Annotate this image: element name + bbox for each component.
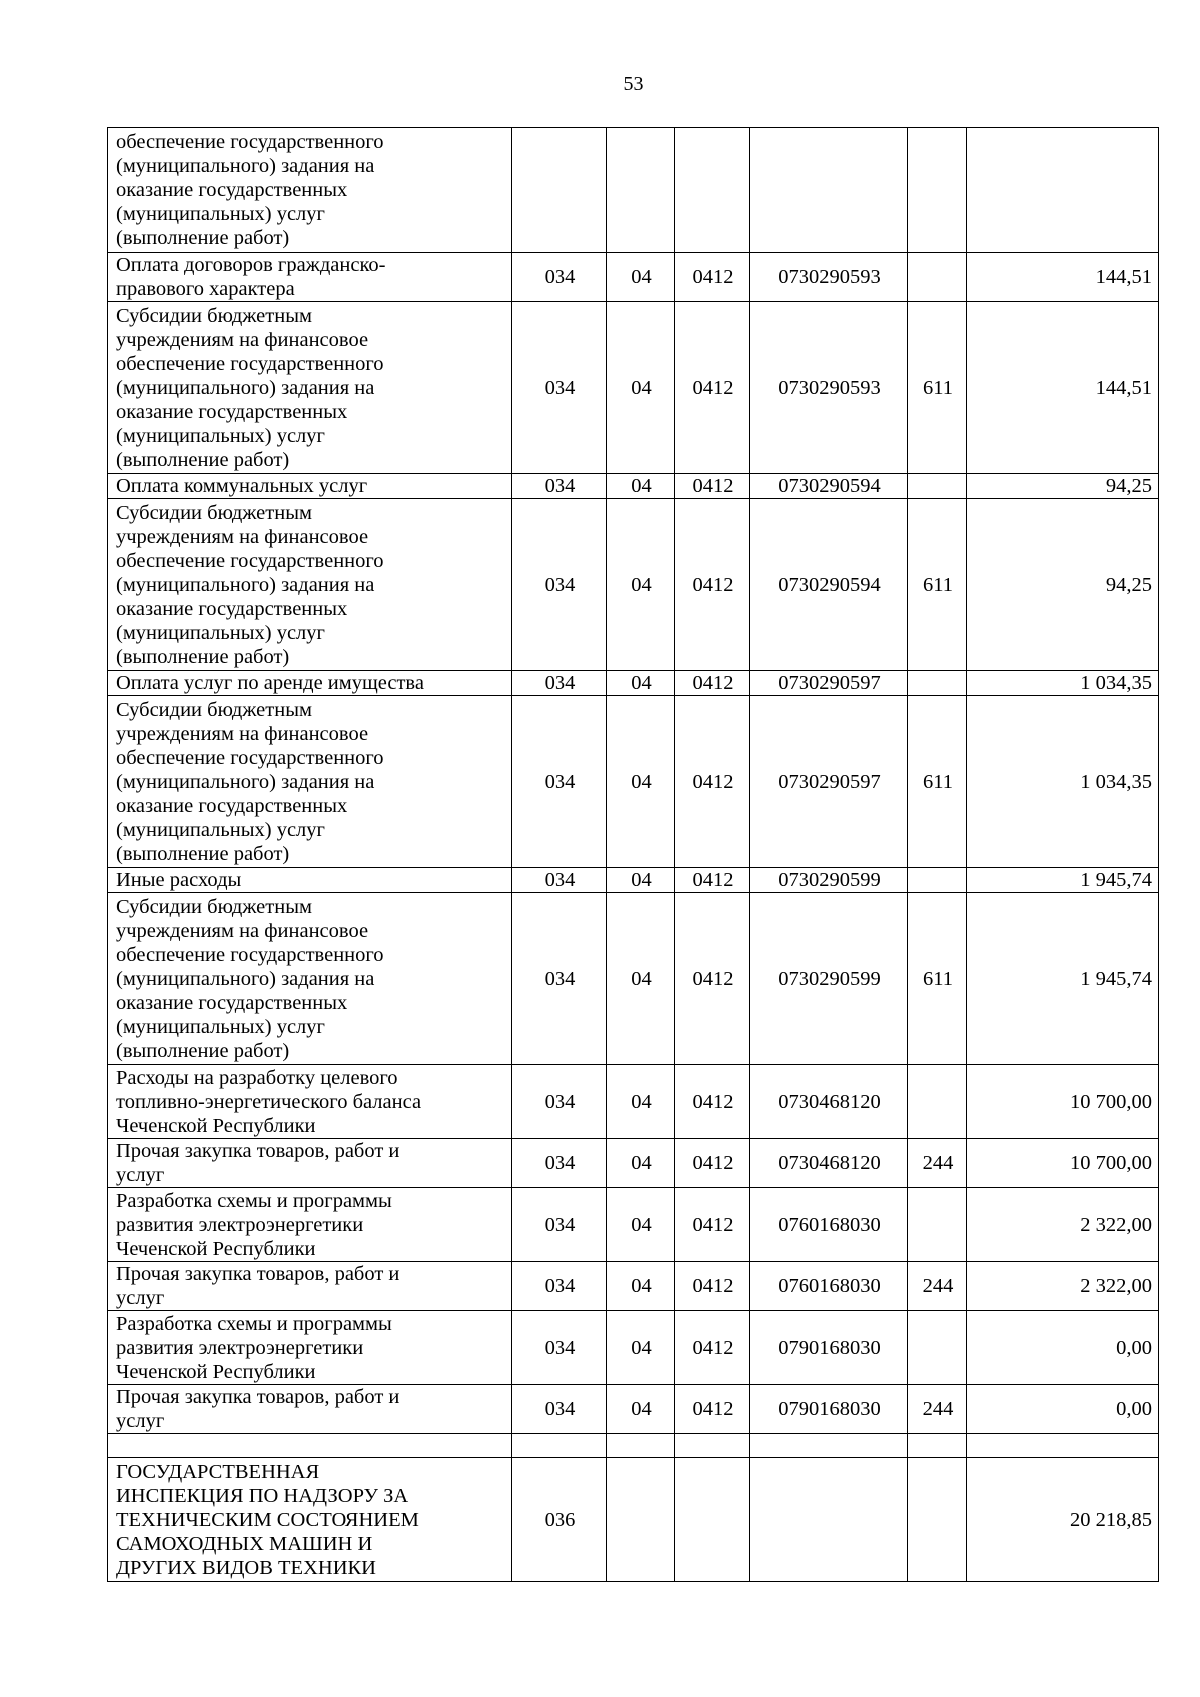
- page-number: 53: [623, 73, 644, 95]
- cell-sum: [967, 1434, 1159, 1458]
- row-name: Оплата коммунальных услуг: [108, 474, 512, 499]
- table-row: [108, 1188, 1159, 1262]
- cell-adm: [512, 1434, 607, 1458]
- cell-adm: 034: [512, 893, 607, 1065]
- cell-sum: 144,51: [967, 302, 1159, 474]
- cell-prz: 0412: [675, 893, 750, 1065]
- cell-adm: 034: [512, 499, 607, 671]
- cell-sum: 0,00: [967, 1385, 1159, 1434]
- row-name: обеспечение государственного (муниципального) задания на оказание государственных (муниципальных) услуг (выполнение работ): [108, 128, 512, 253]
- table-row: [108, 696, 1159, 868]
- cell-adm: 034: [512, 868, 607, 893]
- cell-sum: 94,25: [967, 499, 1159, 671]
- table-row: [108, 302, 1159, 474]
- cell-rz: 04: [607, 1262, 675, 1311]
- cell-prz: 0412: [675, 671, 750, 696]
- cell-prz: 0412: [675, 1385, 750, 1434]
- row-name: Оплата договоров гражданско- правового характера: [108, 253, 512, 302]
- cell-adm: 034: [512, 1385, 607, 1434]
- cell-csr: 0730468120: [750, 1065, 908, 1139]
- table-row: [108, 1262, 1159, 1311]
- budget-table: [107, 127, 1159, 1582]
- cell-prz: 0412: [675, 1311, 750, 1385]
- cell-adm: 034: [512, 253, 607, 302]
- cell-prz: 0412: [675, 302, 750, 474]
- cell-prz: [675, 1434, 750, 1458]
- cell-adm: 034: [512, 696, 607, 868]
- cell-prz: 0412: [675, 474, 750, 499]
- row-name: Разработка схемы и программы развития электроэнергетики Чеченской Республики: [108, 1188, 512, 1262]
- cell-csr: 0760168030: [750, 1188, 908, 1262]
- cell-adm: 034: [512, 671, 607, 696]
- table-row: [108, 1434, 1159, 1458]
- cell-csr: 0730290594: [750, 499, 908, 671]
- cell-sum: [967, 128, 1159, 253]
- cell-vr: [908, 1311, 967, 1385]
- cell-csr: 0790168030: [750, 1311, 908, 1385]
- cell-prz: 0412: [675, 499, 750, 671]
- row-name: Расходы на разработку целевого топливно-энергетического баланса Чеченской Республики: [108, 1065, 512, 1139]
- cell-sum: 1 034,35: [967, 671, 1159, 696]
- cell-rz: 04: [607, 302, 675, 474]
- row-name: Субсидии бюджетным учреждениям на финансовое обеспечение государственного (муниципального) задания на оказание государственных (муниципальных) услуг (выполнение работ): [108, 696, 512, 868]
- cell-sum: 1 945,74: [967, 893, 1159, 1065]
- cell-rz: 04: [607, 499, 675, 671]
- cell-rz: 04: [607, 253, 675, 302]
- cell-rz: 04: [607, 1065, 675, 1139]
- cell-vr: [908, 253, 967, 302]
- cell-adm: 036: [512, 1458, 607, 1582]
- table-row: [108, 474, 1159, 499]
- cell-vr: 611: [908, 696, 967, 868]
- cell-adm: 034: [512, 1311, 607, 1385]
- table-row: [108, 253, 1159, 302]
- table-row: [108, 893, 1159, 1065]
- cell-vr: [908, 868, 967, 893]
- cell-rz: 04: [607, 474, 675, 499]
- cell-rz: 04: [607, 893, 675, 1065]
- table-row: [108, 671, 1159, 696]
- cell-vr: 244: [908, 1385, 967, 1434]
- cell-csr: 0730290594: [750, 474, 908, 499]
- table-row: [108, 499, 1159, 671]
- cell-csr: 0730290593: [750, 302, 908, 474]
- table-row: [108, 1139, 1159, 1188]
- cell-sum: 1 945,74: [967, 868, 1159, 893]
- cell-vr: [908, 671, 967, 696]
- cell-sum: 1 034,35: [967, 696, 1159, 868]
- cell-prz: 0412: [675, 1262, 750, 1311]
- cell-sum: 2 322,00: [967, 1262, 1159, 1311]
- cell-adm: 034: [512, 474, 607, 499]
- cell-rz: 04: [607, 1188, 675, 1262]
- cell-vr: [908, 1065, 967, 1139]
- row-name: Субсидии бюджетным учреждениям на финансовое обеспечение государственного (муниципального) задания на оказание государственных (муниципальных) услуг (выполнение работ): [108, 499, 512, 671]
- cell-csr: 0730290593: [750, 253, 908, 302]
- row-name: Прочая закупка товаров, работ и услуг: [108, 1385, 512, 1434]
- cell-vr: [908, 1458, 967, 1582]
- cell-csr: 0760168030: [750, 1262, 908, 1311]
- row-name: Иные расходы: [108, 868, 512, 893]
- cell-rz: 04: [607, 1385, 675, 1434]
- cell-rz: 04: [607, 1311, 675, 1385]
- table-row: [108, 868, 1159, 893]
- cell-adm: 034: [512, 302, 607, 474]
- cell-rz: 04: [607, 868, 675, 893]
- cell-csr: [750, 1434, 908, 1458]
- cell-csr: 0730468120: [750, 1139, 908, 1188]
- cell-csr: [750, 128, 908, 253]
- cell-csr: 0730290599: [750, 868, 908, 893]
- cell-rz: 04: [607, 671, 675, 696]
- row-name: Оплата услуг по аренде имущества: [108, 671, 512, 696]
- cell-sum: 20 218,85: [967, 1458, 1159, 1582]
- cell-rz: 04: [607, 696, 675, 868]
- cell-prz: 0412: [675, 868, 750, 893]
- cell-csr: 0790168030: [750, 1385, 908, 1434]
- cell-sum: 0,00: [967, 1311, 1159, 1385]
- cell-sum: 10 700,00: [967, 1139, 1159, 1188]
- table-row: [108, 1065, 1159, 1139]
- cell-prz: 0412: [675, 1139, 750, 1188]
- cell-vr: 611: [908, 302, 967, 474]
- cell-sum: 144,51: [967, 253, 1159, 302]
- cell-vr: [908, 474, 967, 499]
- cell-rz: [607, 1458, 675, 1582]
- cell-csr: 0730290597: [750, 671, 908, 696]
- cell-csr: 0730290597: [750, 696, 908, 868]
- row-name: [108, 1434, 512, 1458]
- cell-rz: 04: [607, 1139, 675, 1188]
- row-name: ГОСУДАРСТВЕННАЯ ИНСПЕКЦИЯ ПО НАДЗОРУ ЗА ТЕХНИЧЕСКИМ СОСТОЯНИЕМ САМОХОДНЫХ МАШИН И ДРУГИХ ВИДОВ ТЕХНИКИ: [108, 1458, 512, 1582]
- cell-csr: 0730290599: [750, 893, 908, 1065]
- row-name: Субсидии бюджетным учреждениям на финансовое обеспечение государственного (муниципального) задания на оказание государственных (муниципальных) услуг (выполнение работ): [108, 893, 512, 1065]
- cell-vr: 611: [908, 893, 967, 1065]
- cell-sum: 2 322,00: [967, 1188, 1159, 1262]
- row-name: Разработка схемы и программы развития электроэнергетики Чеченской Республики: [108, 1311, 512, 1385]
- cell-vr: [908, 128, 967, 253]
- cell-vr: 244: [908, 1139, 967, 1188]
- cell-adm: 034: [512, 1139, 607, 1188]
- cell-sum: 94,25: [967, 474, 1159, 499]
- table-row: [108, 1458, 1159, 1582]
- cell-sum: 10 700,00: [967, 1065, 1159, 1139]
- cell-prz: [675, 1458, 750, 1582]
- row-name: Прочая закупка товаров, работ и услуг: [108, 1262, 512, 1311]
- cell-vr: [908, 1434, 967, 1458]
- cell-adm: 034: [512, 1065, 607, 1139]
- cell-adm: 034: [512, 1262, 607, 1311]
- cell-csr: [750, 1458, 908, 1582]
- cell-rz: [607, 1434, 675, 1458]
- cell-adm: 034: [512, 1188, 607, 1262]
- table-row: [108, 1311, 1159, 1385]
- cell-adm: [512, 128, 607, 253]
- cell-vr: 611: [908, 499, 967, 671]
- table-row: [108, 128, 1159, 253]
- cell-vr: [908, 1188, 967, 1262]
- cell-rz: [607, 128, 675, 253]
- table-row: [108, 1385, 1159, 1434]
- cell-prz: 0412: [675, 1065, 750, 1139]
- row-name: Прочая закупка товаров, работ и услуг: [108, 1139, 512, 1188]
- cell-prz: 0412: [675, 253, 750, 302]
- cell-prz: [675, 128, 750, 253]
- cell-prz: 0412: [675, 696, 750, 868]
- cell-prz: 0412: [675, 1188, 750, 1262]
- row-name: Субсидии бюджетным учреждениям на финансовое обеспечение государственного (муниципального) задания на оказание государственных (муниципальных) услуг (выполнение работ): [108, 302, 512, 474]
- cell-vr: 244: [908, 1262, 967, 1311]
